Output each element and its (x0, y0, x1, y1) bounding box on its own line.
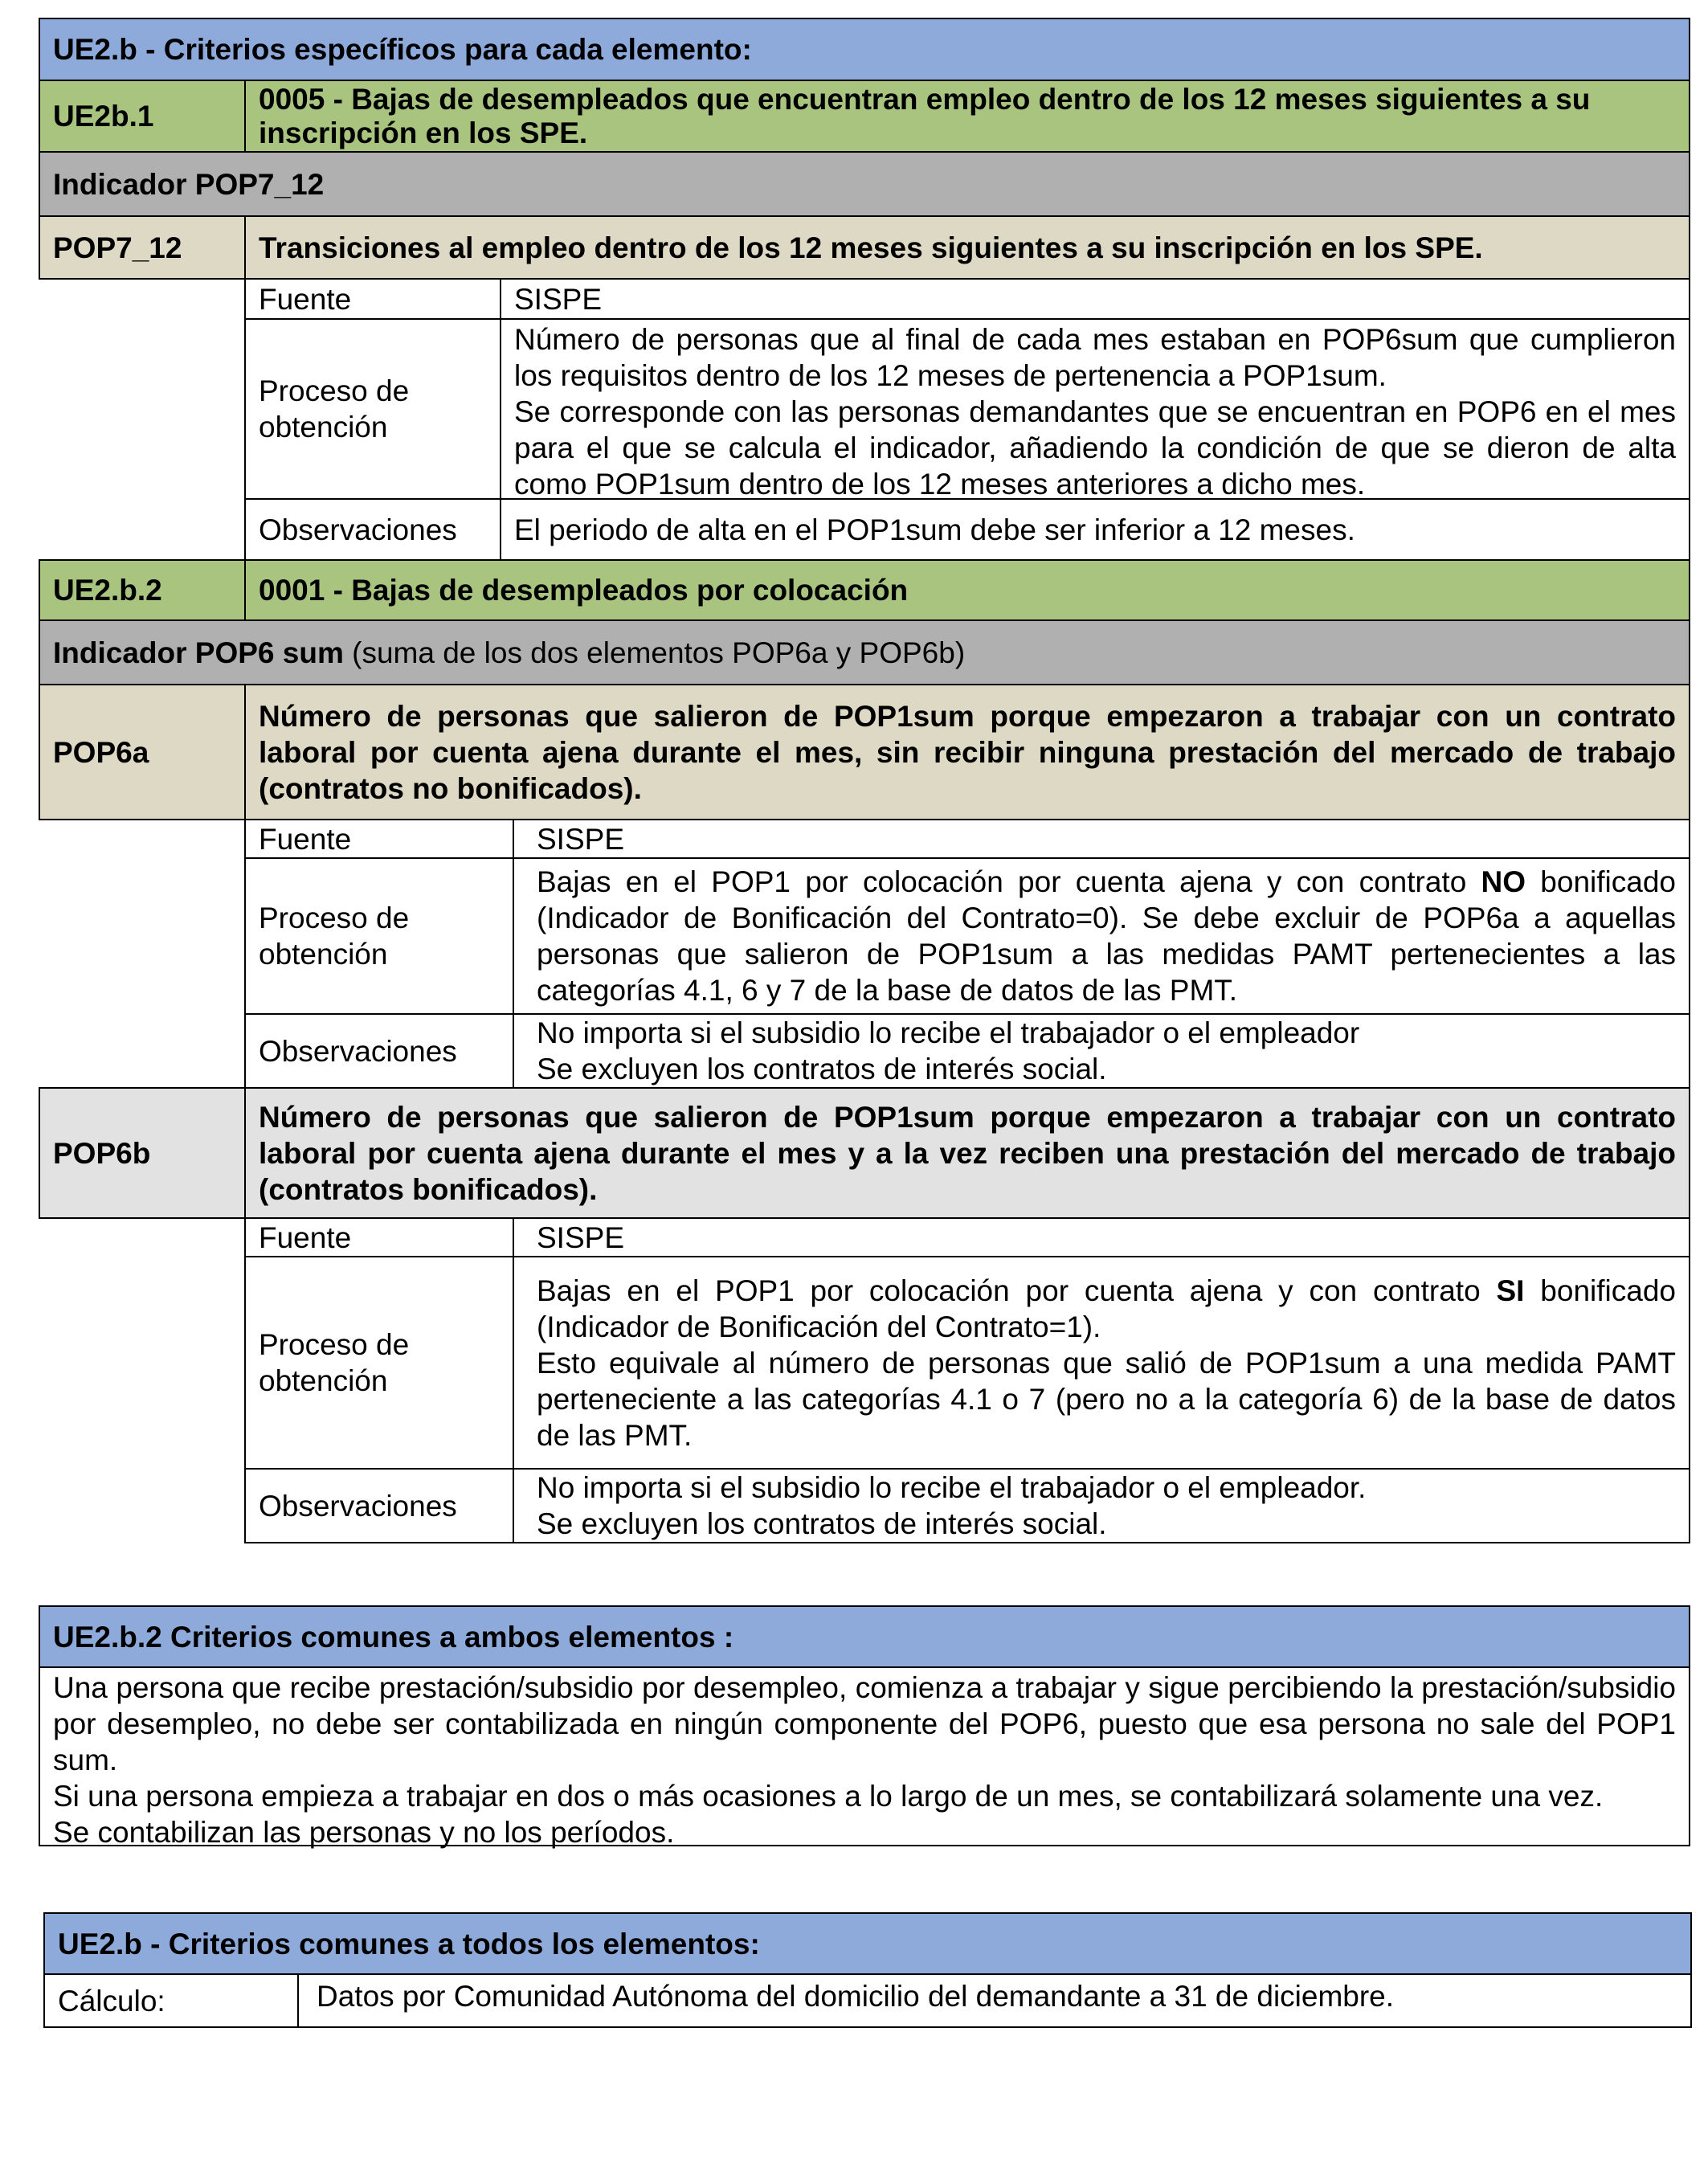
pop7-proceso-label (244, 318, 501, 500)
pop6b-obs-l1: No importa si el subsidio lo recibe el trabajador o el empleador. (537, 1471, 1367, 1504)
pop6b-proceso-pre: Bajas en el POP1 por colocación por cuenta ajena y con contrato (537, 1274, 1497, 1307)
pop6a-desc: Número de personas que salieron de POP1sum porque empezaron a trabajar con un contrato laboral por cuenta ajena durante el mes, sin recibir ninguna prestación del mercado de trabajo (contratos no bonificados). (244, 684, 1690, 820)
pop6a-proceso-bold: NO (1481, 865, 1526, 898)
comunes2-p1: Una persona que recibe prestación/subsidio por desempleo, comienza a trabajar y sigue percibiendo la prestación/subsidio por desempleo, no debe ser contabilizada en ningún componente del POP6, puesto que esa persona no sale del POP1 sum. (53, 1671, 1676, 1776)
calculo-value: Datos por Comunidad Autónoma del domicilio del demandante a 31 de diciembre. (297, 1973, 1692, 2028)
pop6b-obs-label: Observaciones (244, 1468, 514, 1543)
pop6a-obs-l1: No importa si el subsidio lo recibe el trabajador o el empleador (537, 1016, 1360, 1049)
pop6b-code: POP6b (39, 1087, 246, 1219)
pop6a-proceso-label-text: Proceso de obtención (259, 901, 410, 971)
comunes2-body (39, 1666, 1690, 1849)
pop6b-proceso-label (244, 1256, 514, 1470)
pop7-proceso-p1: Número de personas que al final de cada mes estaban en POP6sum que cumplieron los requisitos dentro de los 12 meses de pertenencia a POP1sum. (514, 323, 1676, 392)
comunes2-title: UE2.b.2 Criterios comunes a ambos elementos : (39, 1605, 1690, 1668)
pop6b-proceso-value (513, 1256, 1690, 1470)
pop6a-proceso-pre: Bajas en el POP1 por colocación por cuenta ajena y con contrato (537, 865, 1481, 898)
pop6b-proceso-wrap (537, 1273, 1685, 1453)
el2-indicator-bold: Indicador POP6 sum (53, 636, 344, 669)
pop7-code: POP7_12 (39, 215, 246, 280)
pop7-obs-label: Observaciones (244, 498, 501, 561)
pop7-fuente-label: Fuente (244, 278, 501, 320)
pop7-proceso-value (500, 318, 1690, 500)
pop7-obs-value: El periodo de alta en el POP1sum debe ser inferior a 12 meses. (500, 498, 1690, 561)
comunes2-p2: Si una persona empieza a trabajar en dos o más ocasiones a lo largo de un mes, se contabilizará solamente una vez. (53, 1780, 1604, 1813)
pop6b-fuente-value: SISPE (513, 1217, 1690, 1257)
pop6a-proceso-post: bonificado (Indicador de Bonificación del Contrato=0). Se debe excluir de POP6a a aquellas personas que salieron de POP1sum a las medidas PAMT pertenecientes a las categorías 4.1, 6 y 7 de la base de datos de las PMT. (537, 865, 1685, 1007)
pop6a-proceso-text (537, 864, 1685, 1008)
pop6b-desc: Número de personas que salieron de POP1sum porque empezaron a trabajar con un contrato laboral por cuenta ajena durante el mes y a la vez reciben una prestación del mercado de trabajo (contratos bonificados). (244, 1087, 1690, 1219)
pop7-proceso-p2: Se corresponde con las personas demandantes que se encuentran en POP6 en el mes para el que se calcula el indicador, añadiendo la condición de que se dieron de alta como POP1sum dentro de los 12 meses anteriores a dicho mes. (514, 395, 1676, 501)
pop6a-obs-l2: Se excluyen los contratos de interés social. (537, 1053, 1107, 1085)
pop6b-obs-value (513, 1468, 1690, 1543)
el2-code: UE2.b.2 (39, 559, 246, 621)
el2-desc: 0001 - Bajas de desempleados por colocación (244, 559, 1690, 621)
pop6a-obs-label: Observaciones (244, 1013, 514, 1089)
pop6b-proceso-bold: SI (1496, 1274, 1525, 1307)
pop7-proceso-label-text: Proceso de obtención (259, 374, 410, 444)
pop6a-fuente-label: Fuente (244, 819, 514, 859)
pop6b-fuente-label: Fuente (244, 1217, 514, 1257)
pop6a-code: POP6a (39, 684, 246, 820)
pop6b-proceso-p2: Esto equivale al número de personas que salió de POP1sum a una medida PAMT perteneciente a las categorías 4.1 o 7 (pero no a la categoría 6) de la base de datos de las PMT. (537, 1346, 1676, 1452)
ue2b-specific-title: UE2.b - Criterios específicos para cada elemento: (39, 18, 1690, 81)
calculo-label: Cálculo: (43, 1973, 299, 2028)
el2-indicator-rest: (suma de los dos elementos POP6a y POP6b) (343, 636, 966, 669)
pop6b-obs-l2: Se excluyen los contratos de interés social. (537, 1507, 1107, 1540)
pop6b-proceso-post: bonificado (Indicador de Bonificación del Contrato=1). (537, 1274, 1685, 1343)
pop6b-proceso-text (537, 1273, 1685, 1345)
el1-indicator: Indicador POP7_12 (39, 151, 1690, 217)
comunes-todos-title: UE2.b - Criterios comunes a todos los elementos: (43, 1912, 1692, 1975)
pop6b-proceso-label-text: Proceso de obtención (259, 1328, 410, 1397)
pop7-desc: Transiciones al empleo dentro de los 12 meses siguientes a su inscripción en los SPE. (244, 215, 1690, 280)
el2-indicator (39, 619, 1690, 685)
el1-code: UE2b.1 (39, 80, 246, 153)
pop6a-proceso-label (244, 857, 514, 1015)
comunes2-p3: Se contabilizan las personas y no los períodos. (53, 1816, 675, 1849)
pop7-fuente-value: SISPE (500, 278, 1690, 320)
pop6a-proceso-value (513, 857, 1690, 1015)
pop6a-fuente-value: SISPE (513, 819, 1690, 859)
pop6a-obs-value (513, 1013, 1690, 1089)
el1-desc: 0005 - Bajas de desempleados que encuentran empleo dentro de los 12 meses siguientes a su inscripción en los SPE. (244, 80, 1690, 153)
